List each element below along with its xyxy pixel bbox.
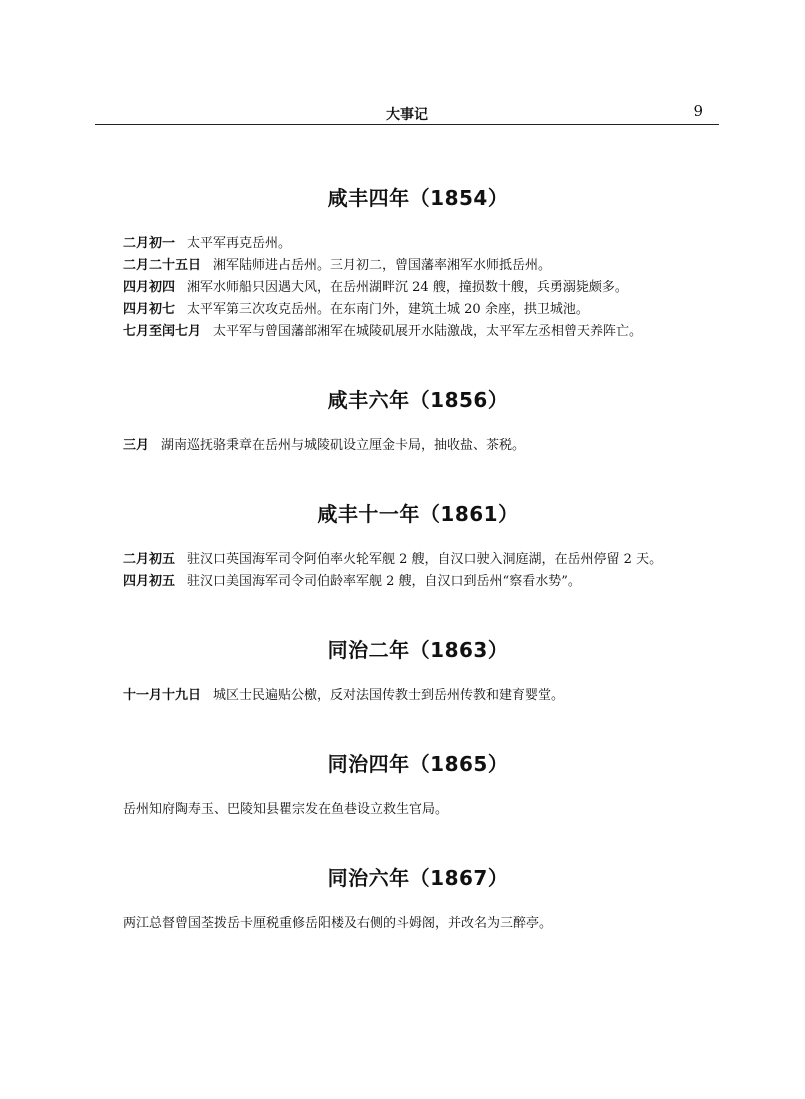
running-header (95, 100, 719, 124)
year-heading: 同治四年（1865） (327, 752, 509, 776)
event-entry (123, 255, 713, 277)
event-date: 七月至闰七月 (123, 324, 202, 339)
event-text: 驻汉口英国海军司令阿伯率火轮军舰 2 艘，自汉口驶入洞庭湖，在岳州停留 2 天。 (187, 552, 663, 567)
event-text: 湖南巡抚骆秉章在岳州与城陵矶设立厘金卡局，抽收盐、茶税。 (161, 438, 526, 453)
event-date: 四月初四 (123, 280, 176, 295)
event-date: 三月 (123, 438, 150, 453)
event-entry (123, 799, 713, 821)
year-heading: 咸丰十一年（1861） (317, 502, 519, 526)
year-section (123, 862, 713, 935)
year-heading: 咸丰六年（1856） (327, 388, 509, 412)
event-date: 四月初五 (123, 574, 176, 589)
year-heading: 同治二年（1863） (327, 638, 509, 662)
event-date: 二月二十五日 (123, 258, 202, 273)
event-text: 太平军第三次攻克岳州。在东南门外，建筑土城 20 余座，拱卫城池。 (187, 302, 589, 317)
event-entry (123, 435, 713, 457)
event-entry (123, 299, 713, 321)
section-gap (123, 343, 713, 384)
event-text: 驻汉口美国海军司令司伯龄率军舰 2 艘，自汉口到岳州“察看水势”。 (187, 574, 581, 589)
year-section (123, 182, 713, 343)
year-section (123, 748, 713, 821)
year-section (123, 634, 713, 707)
event-text: 岳州知府陶寿玉、巴陵知县瞿宗发在鱼巷设立救生官局。 (123, 802, 449, 817)
event-entry (123, 321, 713, 343)
chronicle-body (123, 182, 713, 935)
event-date: 四月初七 (123, 302, 176, 317)
event-date: 十一月十九日 (123, 688, 202, 703)
section-gap (123, 707, 713, 748)
year-heading: 咸丰四年（1854） (327, 186, 509, 210)
event-text: 湘军水师船只因遇大风，在岳州湖畔沉 24 艘，撞损数十艘，兵勇溺毙颇多。 (187, 280, 628, 295)
event-entry (123, 277, 713, 299)
event-entry (123, 685, 713, 707)
event-text: 太平军再克岳州。 (187, 236, 292, 251)
event-entry (123, 571, 713, 593)
year-heading: 同治六年（1867） (327, 866, 509, 890)
section-gap (123, 593, 713, 634)
event-entry (123, 549, 713, 571)
section-gap (123, 821, 713, 862)
header-rule (95, 124, 719, 125)
event-text: 湘军陆师进占岳州。三月初二，曾国藩率湘军水师抵岳州。 (213, 258, 552, 273)
event-date: 二月初一 (123, 236, 176, 251)
year-section (123, 498, 713, 593)
event-entry (123, 233, 713, 255)
event-text: 太平军与曾国藩部湘军在城陵矶展开水陆激战，太平军左丞相曾天养阵亡。 (213, 324, 643, 339)
section-gap (123, 457, 713, 498)
event-entry (123, 913, 713, 935)
event-text: 城区士民遍贴公檄，反对法国传教士到岳州传教和建育婴堂。 (213, 688, 565, 703)
year-section (123, 384, 713, 457)
running-title: 大事记 (386, 107, 428, 123)
event-text: 两江总督曾国荃拨岳卡厘税重修岳阳楼及右侧的斗姆阁，并改名为三醉亭。 (123, 916, 553, 931)
page-number: 9 (693, 102, 703, 120)
event-date: 二月初五 (123, 552, 176, 567)
